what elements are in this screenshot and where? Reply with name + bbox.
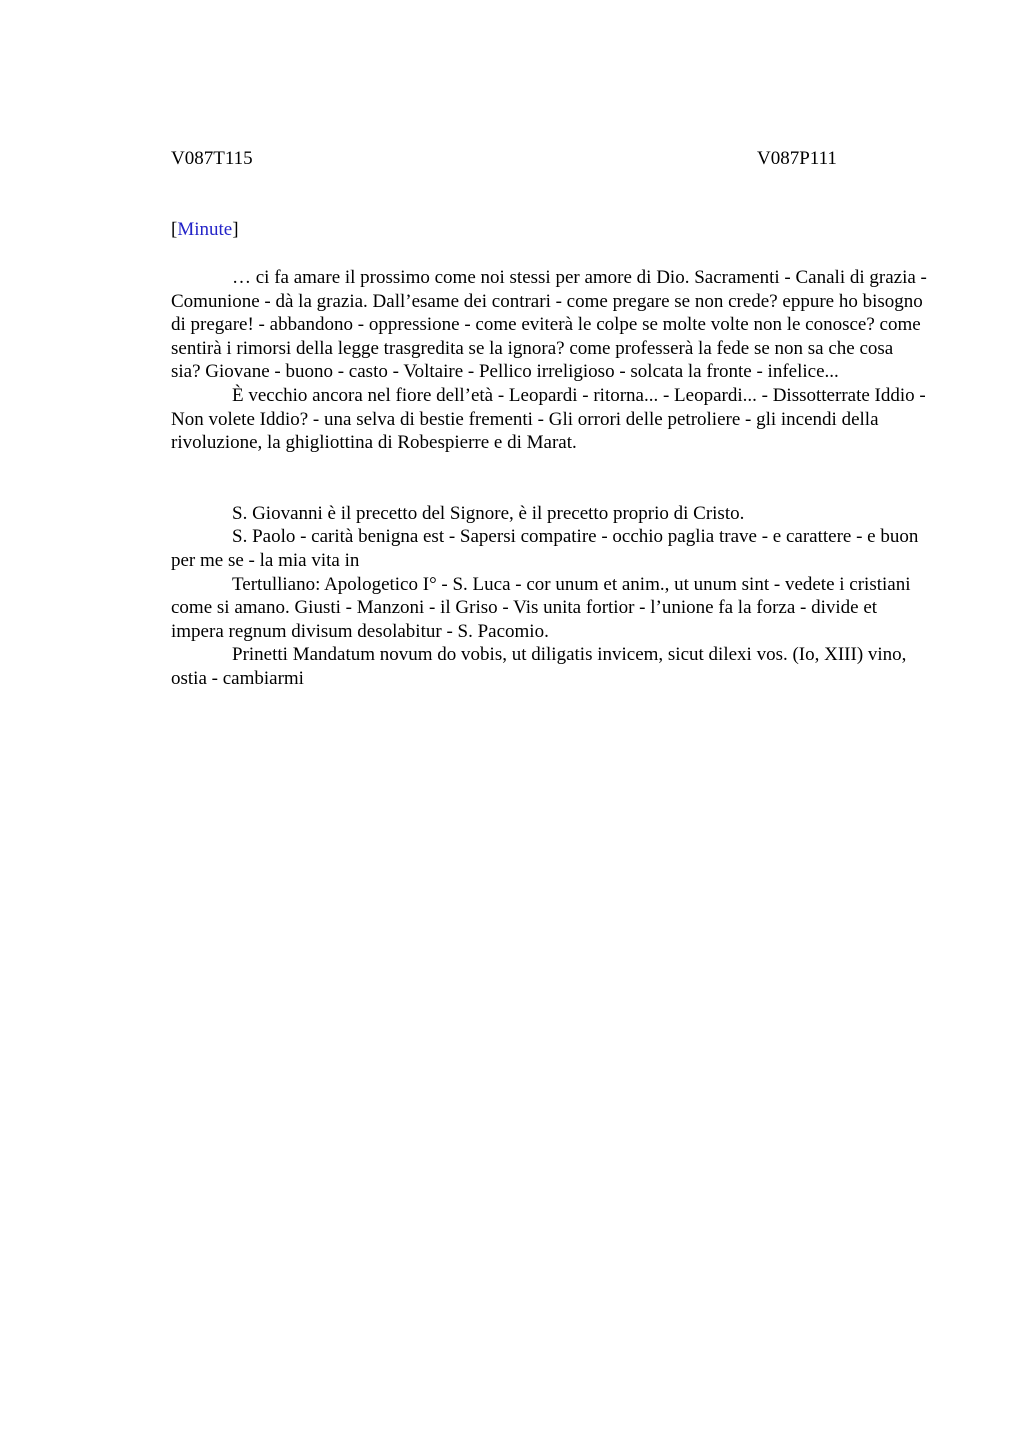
paragraph: S. Giovanni è il precetto del Signore, è il precetto proprio di Cristo. (232, 502, 745, 524)
document-code-left: V087T115 (171, 148, 253, 169)
text-block-2 (171, 502, 927, 691)
paragraph: È vecchio ancora nel fiore dell’età - Leopardi - ritorna... - Leopardi... - Dissotterrate Iddio - Non volete Iddio? - una selva di bestie frementi - Gli orrori delle petroliere - gli incendi della rivoluzione, la ghigliottina di Robespierre e di Marat. (171, 384, 926, 454)
paragraph: Tertulliano: Apologetico I° - S. Luca - cor unum et anim., ut unum sint - vedete i cristiani come si amano. Giusti - Manzoni - il Griso - Vis unita fortior - l’unione fa la forza - divide et impera regnum divisum desolabitur - S. Pacomio. (171, 573, 911, 642)
document-code-right: V087P111 (757, 148, 837, 169)
close-bracket: ] (232, 219, 239, 240)
paragraph: Prinetti Mandatum novum do vobis, ut diligatis invicem, sicut dilexi vos. (Io, XIII) vino, ostia - cambiarmi (171, 644, 907, 689)
open-bracket: [ (171, 219, 178, 240)
document-header (171, 140, 927, 176)
paragraph: S. Paolo - carità benigna est - Sapersi compatire - occhio paglia trave - e carattere - e buon per me se - la mia vita in (171, 526, 919, 571)
paragraph: … ci fa amare il prossimo come noi stessi per amore di Dio. Sacramenti - Canali di grazia - Comunione - dà la grazia. Dall’esame dei contrari - come pregare se non crede? eppure ho bisogno di pregare! - abbandono - oppressione - come eviterà le colpe se molte volte non le conosce? come sentirà i rimorsi della legge trasgredita se la ignora? come professerà la fede se non sa che cosa sia? Giovane - buono - casto - Voltaire - Pellico irreligioso - solcata la fronte - infelice... (171, 267, 927, 383)
minute-link[interactable]: Minute (177, 219, 233, 240)
text-block-1 (171, 266, 927, 455)
section-label (171, 218, 927, 242)
document-body (171, 140, 927, 691)
